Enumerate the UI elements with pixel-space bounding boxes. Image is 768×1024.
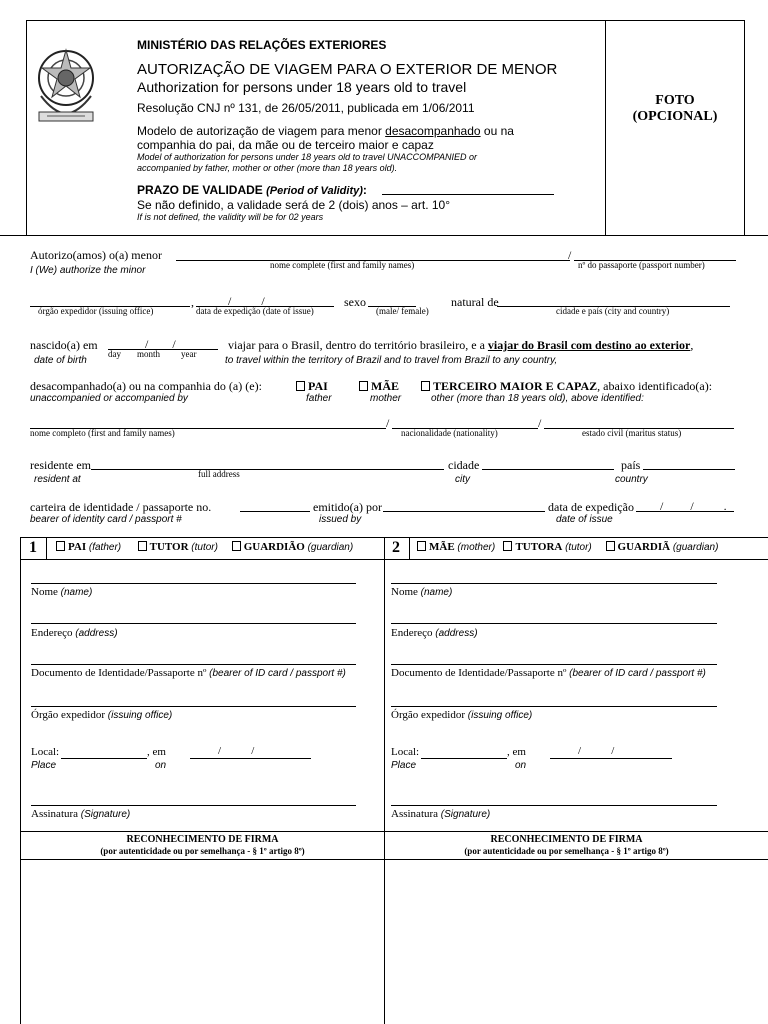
panel1-local-label: Local: (31, 746, 60, 758)
table-top (20, 537, 768, 538)
authorize-en: I (We) authorize the minor (30, 265, 146, 276)
checkbox-panel1-guardian[interactable] (232, 541, 241, 551)
panel1-em-label: , em (147, 746, 166, 758)
notary-subtitle-right: (por autenticidade ou por semelhança - § 1º artigo 8º) (464, 846, 669, 856)
country-field[interactable] (643, 469, 735, 470)
panel1-issuer-label (31, 709, 172, 721)
right-border-top (744, 20, 745, 235)
issued-by-field[interactable] (383, 511, 545, 512)
panel2-opt1: MÃE (429, 541, 455, 553)
full-address-caption: full address (198, 469, 240, 479)
slash: / (386, 416, 390, 430)
option-third[interactable] (421, 379, 712, 394)
form-title-en: Authorization for persons under 18 years old to travel (137, 79, 467, 95)
issuer-label-en: (issuing office) (467, 710, 533, 721)
top-border (26, 20, 745, 21)
born-en: date of birth (34, 355, 87, 366)
address-label-en: (address) (75, 628, 118, 639)
panel2-opt3-en: (guardian) (672, 542, 719, 553)
city-label: cidade (448, 458, 480, 472)
panel1-opt1: PAI (68, 541, 87, 553)
panel1-opt1-en: (father) (88, 542, 122, 553)
doc-label: Documento de Identidade/Passaporte nº (31, 667, 207, 679)
panel1-doc-label (31, 667, 346, 679)
panel2-place-en: Place (391, 760, 417, 771)
doc-label: Documento de Identidade/Passaporte nº (391, 667, 567, 679)
travel-text-end: , (690, 338, 694, 352)
panel2-opt2: TUTORA (515, 541, 563, 553)
panel2-opt1-en: (mother) (457, 542, 496, 553)
panel2-signature-field[interactable] (391, 805, 717, 806)
left-border-top (26, 20, 27, 235)
panel2-issuer-label (391, 709, 532, 721)
id-field[interactable] (240, 511, 310, 512)
model-line-2: companhia do pai, da mãe ou de terceiro maior e capaz (137, 138, 434, 152)
checkbox-mother[interactable] (359, 381, 368, 391)
address-label: Endereço (391, 627, 433, 639)
option-third-label: TERCEIRO MAIOR E CAPAZ (433, 379, 598, 393)
address-label-en: (address) (435, 628, 478, 639)
issued-by-en: issued by (319, 514, 362, 525)
panel2-name-field[interactable] (391, 583, 717, 584)
panel2-em-label: , em (507, 746, 526, 758)
notary-title-right: RECONHECIMENTO DE FIRMA (490, 834, 643, 845)
signature-label: Assinatura (31, 808, 79, 820)
day-caption: day (108, 349, 121, 359)
panel2-address-field[interactable] (391, 623, 717, 624)
panel1-name-label (31, 586, 92, 598)
panel2-doc-field[interactable] (391, 664, 717, 665)
name-label-en: (name) (420, 587, 453, 598)
travel-text-main: viajar para o Brasil, dentro do território brasileiro, e a (228, 338, 488, 352)
form-title: AUTORIZAÇÃO DE VIAGEM PARA O EXTERIOR DE MENOR (137, 61, 558, 78)
doc-label-en: (bearer of ID card / passport #) (209, 668, 346, 679)
panel2-opt-guardian[interactable] (606, 541, 719, 553)
nationality-label: natural de (451, 295, 499, 309)
slash: / (538, 416, 542, 430)
panel1-number: 1 (29, 539, 37, 556)
issuer-label-en: (issuing office) (107, 710, 173, 721)
validity-default: Se não definido, a validade será de 2 (dois) anos – art. 10° (137, 198, 451, 212)
resident-label: residente em (30, 458, 91, 472)
panel2-issuer-field[interactable] (391, 706, 717, 707)
issue-date-label: data de expedição (548, 500, 634, 514)
panel1-options (56, 541, 353, 553)
notary-title-left: RECONHECIMENTO DE FIRMA (126, 834, 279, 845)
validity-title: PRAZO DE VALIDADE (137, 183, 263, 197)
panel1-address-label (31, 627, 118, 639)
panel1-opt2: TUTOR (149, 541, 189, 553)
notary-top (20, 831, 768, 832)
panel1-signature-field[interactable] (31, 805, 356, 806)
panel2-on-en: on (515, 760, 527, 771)
validity-label (137, 183, 367, 197)
panel1-opt3: GUARDIÃO (243, 541, 305, 553)
address-label: Endereço (31, 627, 73, 639)
travel-text (228, 338, 693, 353)
issued-by-label: emitido(a) por (313, 500, 382, 514)
option-mother-label: MÃE (371, 379, 399, 393)
ministry-name: MINISTÉRIO DAS RELAÇÕES EXTERIORES (137, 38, 387, 52)
num1-divider (46, 537, 47, 559)
month-caption: month (137, 349, 161, 359)
mother-en: mother (370, 393, 402, 404)
panel1-signature-label (31, 808, 130, 820)
resident-en: resident at (34, 474, 81, 485)
photo-optional: (OPCIONAL) (632, 109, 718, 124)
checkbox-panel2-mother[interactable] (417, 541, 426, 551)
option-father[interactable] (296, 379, 328, 394)
id-date-slashes: / / . (660, 499, 727, 513)
option-father-label: PAI (308, 379, 328, 393)
civil-caption: estado civil (maritus status) (582, 428, 682, 438)
panel2-date-slashes: / / (578, 745, 615, 757)
panel2-place-field[interactable] (421, 758, 507, 759)
sex-label: sexo (344, 295, 366, 309)
born-label: nascido(a) em (30, 338, 98, 352)
validity-colon: : (362, 183, 367, 197)
country-label: país (621, 458, 641, 472)
validity-title-en: (Period of Validity) (266, 185, 363, 197)
issue-date-caption: data de expedição (date of issue) (196, 306, 314, 316)
panel1-date-slashes: / / (218, 745, 255, 757)
companion-en: unaccompanied or accompanied by (30, 393, 188, 404)
panel1-opt3-en: (guardian) (307, 542, 354, 553)
photo-label: FOTO (655, 93, 695, 108)
issue-date-slashes: / / (228, 294, 265, 308)
city-field[interactable] (482, 469, 614, 470)
sex-caption: (male/ female) (376, 306, 429, 316)
panel2-date-field[interactable] (550, 758, 672, 759)
table-left (20, 537, 21, 1024)
model-en-2: accompanied by father, mother or other (more than 18 years old). (137, 163, 398, 173)
model-en-1: Model of authorization for persons under 18 years old to travel UNACCOMPANIED or (137, 152, 477, 162)
doc-label-en: (bearer of ID card / passport #) (569, 668, 706, 679)
travel-en: to travel within the territory of Brazil and to travel from Brazil to any country, (225, 355, 558, 366)
panel2-signature-label (391, 808, 490, 820)
birth-slashes: / / (145, 337, 176, 351)
signature-label-en: (Signature) (440, 809, 491, 820)
table-header-bottom (20, 559, 768, 560)
notary-subtitle-left: (por autenticidade ou por semelhança - § 1º artigo 8º) (100, 846, 305, 856)
option-third-tail: , abaixo identificado(a): (597, 379, 713, 393)
photo-divider (605, 20, 606, 235)
nationality-caption: nacionalidade (nationality) (401, 428, 498, 438)
passport-caption: nº do passaporte (passport number) (578, 260, 705, 270)
year-caption: year (181, 349, 197, 359)
father-en: father (306, 393, 332, 404)
panel1-address-field[interactable] (31, 623, 356, 624)
panel1-on-en: on (155, 760, 167, 771)
issuer-label: Órgão expedidor (31, 709, 106, 721)
panel2-opt-mother[interactable] (417, 541, 495, 553)
panel1-place-field[interactable] (61, 758, 147, 759)
third-en: other (more than 18 years old), above identified: (431, 393, 644, 404)
notary-header-bottom (20, 859, 768, 860)
table-middle (384, 537, 385, 1024)
id-label: carteira de identidade / passaporte no. (30, 500, 212, 514)
panel1-opt-father[interactable] (56, 541, 121, 553)
model-line-1 (137, 124, 514, 138)
panel2-opt-tutora[interactable] (503, 541, 591, 553)
resolution: Resolução CNJ nº 131, de 26/05/2011, publicada em 1/06/2011 (137, 101, 475, 115)
checkbox-panel2-tutora[interactable] (503, 541, 512, 551)
panel1-issuer-field[interactable] (31, 706, 356, 707)
coat-of-arms (33, 40, 99, 130)
panel1-date-field[interactable] (190, 758, 311, 759)
signature-label: Assinatura (391, 808, 439, 820)
checkbox-panel1-father[interactable] (56, 541, 65, 551)
panel1-place-en: Place (31, 760, 57, 771)
address-field[interactable] (91, 469, 444, 470)
option-mother[interactable] (359, 379, 399, 394)
fullname-caption: nome complete (first and family names) (270, 260, 415, 270)
panel2-opt3: GUARDIÃ (617, 541, 671, 553)
panel2-local-label: Local: (391, 746, 420, 758)
travel-text-underlined: viajar do Brasil com destino ao exterior (487, 338, 691, 352)
panel1-name-field[interactable] (31, 583, 356, 584)
issue-date-en: date of issue (556, 514, 613, 525)
name-label: Nome (391, 586, 418, 598)
companion-label: desacompanhado(a) ou na companhia do (a) (e): (30, 379, 262, 393)
slash: / (568, 248, 572, 262)
comma: , (191, 295, 194, 309)
id-en: bearer of identity card / passport # (30, 514, 182, 525)
issuer-label: Órgão expedidor (391, 709, 466, 721)
panel2-name-label (391, 586, 452, 598)
city-en: city (455, 474, 470, 485)
city-country-caption: cidade e país (city and country) (556, 306, 670, 316)
country-en: country (615, 474, 648, 485)
checkbox-panel1-tutor[interactable] (138, 541, 147, 551)
panel2-number: 2 (392, 539, 400, 556)
signature-label-en: (Signature) (80, 809, 131, 820)
panel2-doc-label (391, 667, 706, 679)
model-text-underlined: desacompanhado (385, 124, 481, 138)
checkbox-father[interactable] (296, 381, 305, 391)
panel2-opt2-en: (tutor) (565, 542, 592, 553)
validity-field[interactable] (382, 194, 554, 195)
panel1-doc-field[interactable] (31, 664, 356, 665)
validity-default-en: If is not defined, the validity will be for 02 years (137, 212, 324, 222)
fullname2-caption: nome completo (first and family names) (30, 428, 175, 438)
panel2-options (417, 541, 718, 553)
panel1-opt-tutor[interactable] (138, 541, 218, 553)
panel1-opt2-en: (tutor) (191, 542, 218, 553)
panel2-address-label (391, 627, 478, 639)
header-bottom-line (0, 235, 768, 236)
panel1-opt-guardian[interactable] (232, 541, 353, 553)
name-label-en: (name) (60, 587, 93, 598)
name-label: Nome (31, 586, 58, 598)
issuer-caption: órgão expedidor (issuing office) (38, 306, 154, 316)
checkbox-panel2-guardian[interactable] (606, 541, 615, 551)
checkbox-third-party[interactable] (421, 381, 430, 391)
model-text-b: ou na (480, 124, 514, 138)
num2-divider (409, 537, 410, 559)
model-text-a: Modelo de autorização de viagem para menor (137, 124, 386, 138)
authorize-label: Autorizo(amos) o(a) menor (30, 248, 162, 262)
